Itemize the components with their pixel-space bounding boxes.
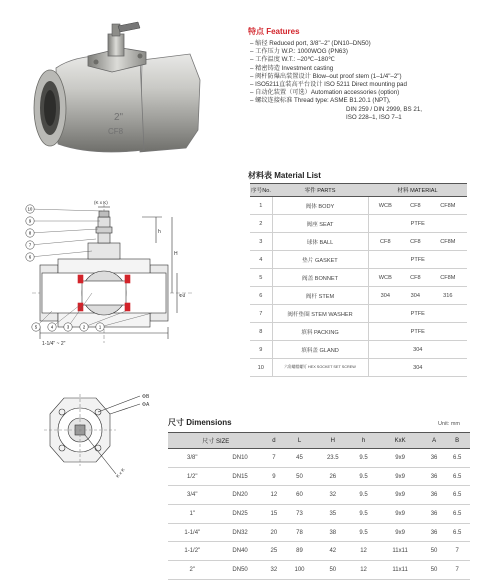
table-cell: 填料 PACKING [272,323,368,341]
table-cell: 36 [424,505,445,524]
table-cell: 304 [402,287,429,305]
table-cell: 6.5 [444,523,470,542]
material-table-body [250,197,467,377]
table-cell: 1 [250,197,272,215]
table-cell: 12 [264,486,285,505]
dimensions-unit: Unit: mm [438,421,460,427]
table-cell: 7 [444,561,470,580]
size-range-label: 1-1/4" ~ 2" [42,341,66,347]
table-cell: 9.5 [351,505,377,524]
feature-item: – ISO5211直装高平台设计 ISO 5211 Direct mounting pad [250,81,407,89]
table-cell: 2" [168,561,217,580]
feature-item: – 工作压力 W.P.: 1000WOG (PN63) [250,48,348,56]
table-cell: 78 [284,523,315,542]
h-dimension-label: h [158,229,161,235]
table-cell: 73 [284,505,315,524]
table-cell: 9x9 [376,523,423,542]
table-cell: 304 [368,287,402,305]
table-cell: 7 [264,449,285,468]
table-cell: 9 [264,467,285,486]
table-cell: 304 [368,341,467,359]
callout-number: 5 [34,324,38,330]
feature-item: – 工作温度 W.T.: –20℃–180℃ [250,56,336,64]
phi-a-label: ΦA [142,402,150,408]
valve-section-drawing [22,193,227,358]
callout-number: 2 [82,324,86,330]
table-cell: DN50 [217,561,264,580]
material-row [250,215,467,233]
table-cell: 100 [284,561,315,580]
table-cell: 11x11 [376,561,423,580]
dimension-row [168,542,470,561]
table-cell: 6.5 [444,449,470,468]
table-cell: 阀盖 BONNET [272,269,368,287]
table-cell: WCB [368,269,402,287]
table-cell: 7 [444,542,470,561]
table-cell: 11x11 [376,542,423,561]
material-row [250,305,467,323]
table-cell: 阀杆 STEM [272,287,368,305]
photo-marking: 2" [114,112,124,123]
features-title: 特点 Features [248,27,300,36]
valve-top-view-drawing [40,390,168,482]
table-cell: 45 [284,449,315,468]
table-cell: 9.5 [351,486,377,505]
feature-item: – 阀杆防爆出装置设计 Blow–out proof stem (1–1/4"–2") [250,72,402,80]
callout-number: 1 [98,324,102,330]
table-cell: DN20 [217,486,264,505]
table-cell: 36 [424,449,445,468]
table-cell: PTFE [368,305,467,323]
dimensions-table [168,432,470,580]
dim-header-d: d [264,433,285,449]
table-cell: 7 [250,305,272,323]
dim-header-kxk: KxK [376,433,423,449]
table-cell: 316 [429,287,467,305]
table-cell: 2 [250,215,272,233]
table-cell: 26 [315,467,351,486]
callout-leader [30,239,96,245]
table-cell: 9x9 [376,505,423,524]
callout-number: 8 [28,230,32,236]
table-cell: 60 [284,486,315,505]
material-row [250,197,467,215]
table-cell: 六角螺帽螺钉 HEX SOCKET SET SCREW [272,359,368,377]
table-cell: 50 [424,561,445,580]
features-list [250,40,495,122]
material-row [250,341,467,359]
material-row [250,359,467,377]
material-header-material: 材料 MATERIAL [368,184,467,197]
table-cell: 4 [250,251,272,269]
table-cell: DN25 [217,505,264,524]
dimension-row [168,505,470,524]
table-cell: 填料盖 GLAND [272,341,368,359]
table-cell: 9x9 [376,449,423,468]
table-cell: 3/4" [168,486,217,505]
table-cell: CF8M [429,197,467,215]
table-cell: 42 [315,542,351,561]
table-cell: 阀座 SEAT [272,215,368,233]
callout-leader [30,251,92,257]
material-list-title: 材料表 Material List [248,171,321,180]
photo-marking-material: CF8 [108,127,124,136]
dimension-row [168,467,470,486]
table-cell: 36 [424,523,445,542]
material-header-parts: 零件 PARTS [272,184,368,197]
callout-number: 9 [28,218,32,224]
table-cell: 36 [424,467,445,486]
table-cell: 15 [264,505,285,524]
table-cell: 8 [250,323,272,341]
table-cell: DN15 [217,467,264,486]
material-row [250,323,467,341]
table-cell: 25 [264,542,285,561]
valve-photo [22,20,204,158]
material-header-no: 序号No. [250,184,272,197]
table-cell: 38 [315,523,351,542]
table-cell: 9.5 [351,449,377,468]
table-cell: 1/2" [168,467,217,486]
dim-header-L: L [284,433,315,449]
dimensions-table-body [168,449,470,580]
table-cell: 50 [284,467,315,486]
table-cell: CF8 [402,269,429,287]
table-cell: CF8M [429,269,467,287]
kxk-label: (K x K) [94,200,108,205]
material-table [250,183,467,377]
table-cell: WCB [368,197,402,215]
kxk-top-label: K x K [114,467,126,479]
table-cell: PTFE [368,251,467,269]
table-cell: CF8 [368,233,402,251]
table-cell: 20 [264,523,285,542]
table-cell: 1" [168,505,217,524]
material-row [250,287,467,305]
table-cell: 9.5 [351,523,377,542]
table-cell: 5 [250,269,272,287]
table-cell: CF8 [402,197,429,215]
feature-item: – 自动化装置（可选）Automation accessories (option) [250,89,400,97]
table-cell: 50 [315,561,351,580]
table-cell: 12 [351,542,377,561]
table-cell: 89 [284,542,315,561]
table-cell: 阀杆垫圈 STEM WASHER [272,305,368,323]
table-cell: 1-1/2" [168,542,217,561]
table-cell: 10 [250,359,272,377]
phi-b-label: ΦB [142,394,150,400]
feature-item-continued: ISO 228–1, ISO 7–1 [346,113,402,121]
table-cell: 阀体 BODY [272,197,368,215]
table-cell: 35 [315,505,351,524]
dimension-row [168,561,470,580]
feature-item-continued: DIN 259 / DIN 2999, BS 21, [346,105,423,113]
dimension-row [168,486,470,505]
table-cell: DN32 [217,523,264,542]
table-cell: 9.5 [351,467,377,486]
table-cell: 垫片 GASKET [272,251,368,269]
H-dimension-label: H [174,251,178,257]
table-cell: 304 [368,359,467,377]
callout-number: 4 [50,324,54,330]
table-cell: 6.5 [444,486,470,505]
table-cell: 12 [351,561,377,580]
table-cell: 9x9 [376,486,423,505]
table-cell: 32 [315,486,351,505]
material-row [250,251,467,269]
table-cell: 9x9 [376,467,423,486]
table-cell: 23.5 [315,449,351,468]
callout-number: 10 [27,206,33,212]
table-cell: 36 [424,486,445,505]
dimension-row [168,523,470,542]
dim-header-B: B [444,433,470,449]
dim-header-A: A [424,433,445,449]
callout-number: 7 [28,242,32,248]
table-cell: 3 [250,233,272,251]
material-row [250,233,467,251]
table-cell: CF8M [429,233,467,251]
d-dimension-label: Φd [179,293,186,298]
dim-header-H: H [315,433,351,449]
feature-item: – 精密铸造 Investment casting [250,64,334,72]
table-cell: CF8 [402,233,429,251]
table-cell: 1-1/4" [168,523,217,542]
table-cell: 6 [250,287,272,305]
material-row [250,269,467,287]
dimension-row [168,449,470,468]
table-cell: 50 [424,542,445,561]
dimensions-title: 尺寸 Dimensions [168,418,232,427]
feature-item: – 螺纹连接标准 Thread type: ASME B1.20.1 (NPT), [250,97,391,105]
table-cell: 6.5 [444,467,470,486]
table-cell: 球体 BALL [272,233,368,251]
table-cell: 32 [264,561,285,580]
table-cell: PTFE [368,215,467,233]
table-cell: 9 [250,341,272,359]
table-cell: DN40 [217,542,264,561]
table-cell: 3/8" [168,449,217,468]
table-cell: PTFE [368,323,467,341]
dim-header-h: h [351,433,377,449]
feature-item: – 缩径 Reduced port, 3/8"–2" (DN10–DN50) [250,40,371,47]
callout-number: 6 [28,254,32,260]
table-cell: DN10 [217,449,264,468]
dim-header-size: 尺寸 SIZE [168,433,264,449]
callout-leader [30,229,98,233]
callout-number: 3 [66,324,70,330]
table-cell: 6.5 [444,505,470,524]
